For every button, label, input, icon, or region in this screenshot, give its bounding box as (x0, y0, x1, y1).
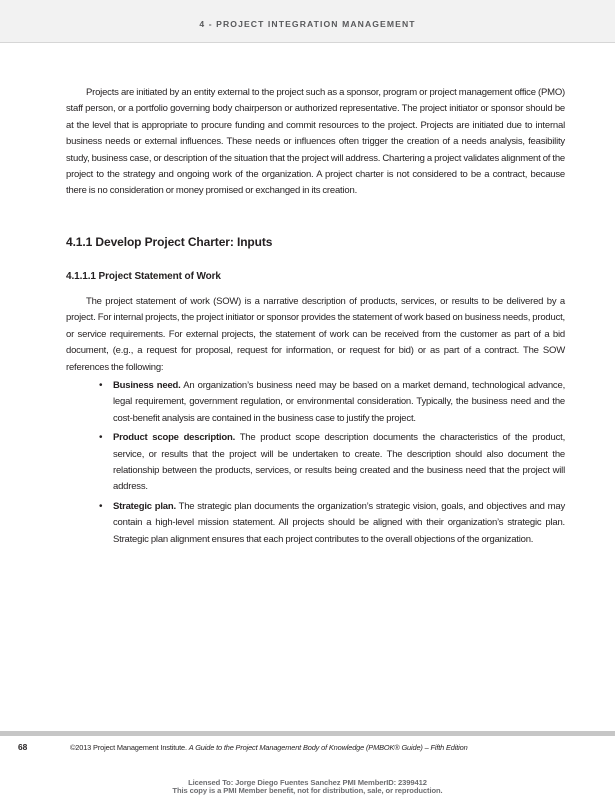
list-item (99, 378, 566, 427)
section-heading: 4.1.1 Develop Project Charter: Inputs (66, 235, 273, 249)
page-number: 68 (18, 742, 28, 752)
license-line-1: Licensed To: Jorge Diego Fuentes Sanchez PMI MemberID: 2399412 (188, 778, 427, 787)
intro-paragraph: Projects are initiated by an entity external to the project such as a sponsor, program or project management office (PMO) staff person, or a portfolio governing body chairperson or authorized representative. The project initiator or sponsor should be at the level that is appropriate to procure funding and commit resources to the project. Projects are initiated due to internal business needs or external influences. These needs or influences often trigger the creation of a needs analysis, feasibility study, business case, or description of the situation that the project will address. Chartering a project validates alignment of the project to the strategy and ongoing work of the organization. A project charter is not considered to be a contract, because there is no consideration or money promised or exchanged in its creation. (66, 87, 565, 197)
sow-bullet-list (99, 378, 566, 551)
bullet-text: An organization’s business need may be based on a market demand, technological advance, legal requirement, government regulation, or environmental consideration. Typically, the business need and the cost-benefit analysis are contained in the business case to justify the project. (113, 380, 566, 424)
bullet-icon: • (99, 501, 103, 513)
chapter-title: 4 - PROJECT INTEGRATION MANAGEMENT (199, 19, 416, 29)
footer-rule (0, 731, 615, 736)
license-line-2: This copy is a PMI Member benefit, not for distribution, sale, or reproduction. (172, 786, 443, 795)
bullet-text: The product scope description documents the characteristics of the product, service, or results that the project will be undertaken to create. The description should also document the relationship between the products, services, or results being created and the business need that the project will address. (113, 432, 566, 493)
running-header (0, 0, 615, 43)
guide-title: A Guide to the Project Management Body of Knowledge (PMBOK® Guide) – Fifth Edition (188, 743, 468, 752)
sow-section (66, 294, 565, 376)
sow-paragraph: The project statement of work (SOW) is a narrative description of products, services, or results to be delivered by a project. For internal projects, the project initiator or sponsor provides the statement of work based on business needs, product, or service requirements. For external projects, the statement of work can be received from the customer as part of a bid document, (e.g., a request for proposal, request for information, or request for bid) or as part of a contract. The SOW references the following: (66, 296, 565, 373)
bullet-term: Business need. (113, 380, 181, 391)
list-item (99, 499, 565, 548)
bullet-icon: • (99, 432, 103, 444)
intro-section (66, 85, 565, 200)
bullet-text: The strategic plan documents the organization’s strategic vision, goals, and objectives and may contain a high-level mission statement. All projects should be aligned with their organization’s strategic plan. Strategic plan alignment ensures that each project contributes to the overall objections of the organization. (113, 501, 565, 545)
copyright-text: ©2013 Project Management Institute. (70, 743, 187, 752)
list-item (99, 430, 566, 495)
bullet-term: Product scope description. (113, 432, 236, 444)
footer-citation (70, 743, 468, 752)
bullet-icon: • (99, 380, 103, 391)
bullet-term: Strategic plan. (113, 501, 176, 513)
subsection-heading: 4.1.1.1 Project Statement of Work (66, 271, 221, 282)
